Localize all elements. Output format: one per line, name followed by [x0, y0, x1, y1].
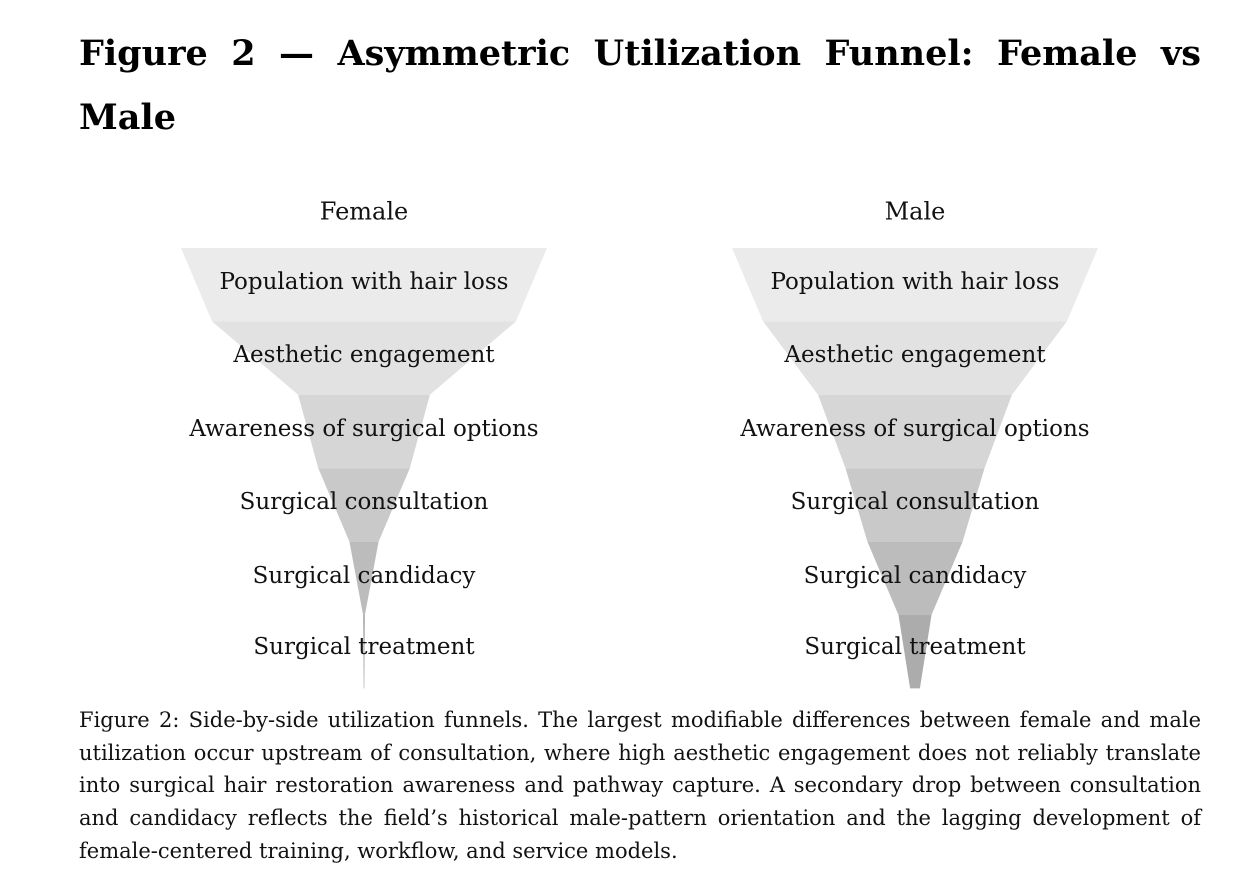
female-stage-label-surgical-candidacy: Surgical candidacy	[252, 563, 476, 589]
male-stage-label-aesthetic-engagement: Aesthetic engagement	[784, 342, 1046, 368]
caption-text: Side-by-side utilization funnels. The largest modifiable differences between female and male utilization occur upstream of consultation, where high aesthetic engagement does not reliably translate into surgical hair restoration awareness and pathway capture. A secondary drop between consultation and candidacy reflects the field’s historical male-pattern orientation and the lagging development of female-centered training, workflow, and service models.	[79, 708, 1201, 863]
male-stage-label-awareness-of-surgical-options: Awareness of surgical options	[740, 416, 1090, 442]
female-stage-label-awareness-of-surgical-options: Awareness of surgical options	[189, 416, 539, 442]
female-funnel	[181, 198, 547, 689]
female-stage-label-aesthetic-engagement: Aesthetic engagement	[233, 342, 495, 368]
male-funnel	[732, 198, 1098, 689]
female-funnel-title: Female	[319, 197, 409, 226]
caption-label: Figure 2:	[79, 708, 180, 732]
male-stage-label-population-with-hair-loss: Population with hair loss	[770, 269, 1060, 295]
female-stage-label-population-with-hair-loss: Population with hair loss	[219, 269, 509, 295]
figure-caption	[79, 704, 1201, 868]
male-stage-label-surgical-treatment: Surgical treatment	[804, 634, 1026, 660]
male-stage-label-surgical-consultation: Surgical consultation	[790, 489, 1040, 515]
figure-title: Figure 2 — Asymmetric Utilization Funnel: Female vs Male	[79, 33, 1201, 138]
female-stage-label-surgical-consultation: Surgical consultation	[239, 489, 489, 515]
male-funnel-title: Male	[884, 197, 946, 226]
male-stage-label-surgical-candidacy: Surgical candidacy	[803, 563, 1027, 589]
female-stage-label-surgical-treatment: Surgical treatment	[253, 634, 475, 660]
